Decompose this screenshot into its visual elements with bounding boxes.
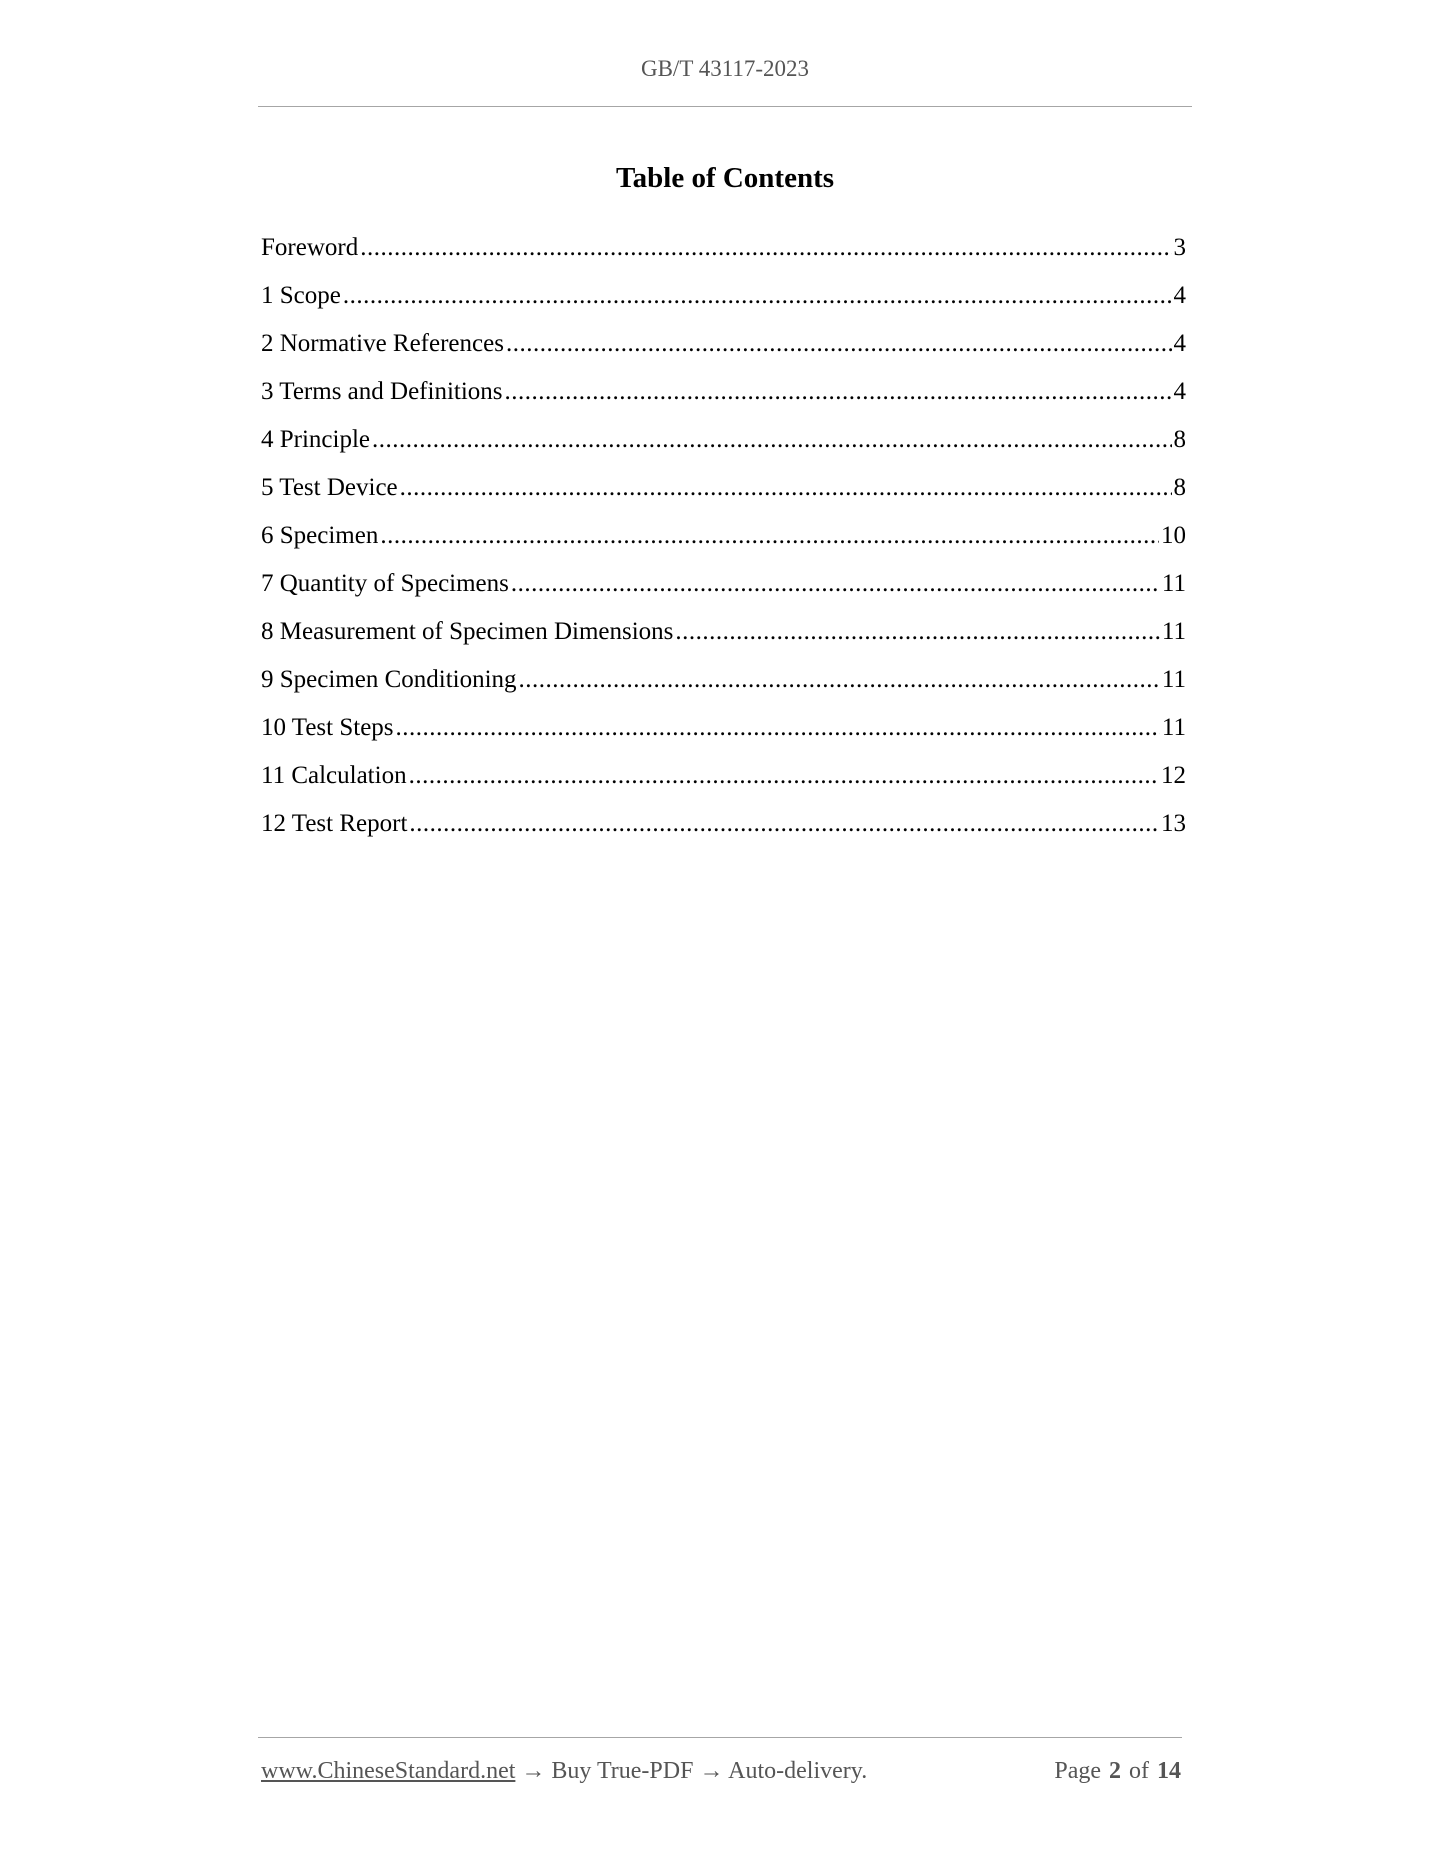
toc-entry-label: 1 Scope xyxy=(261,282,341,309)
toc-dot-leader xyxy=(400,468,1172,508)
toc-entry-principle[interactable] xyxy=(261,420,1186,468)
toc-dot-leader xyxy=(519,660,1160,700)
toc-entry-test-report[interactable] xyxy=(261,804,1186,852)
toc-entry-measurement-of-specimen-dimensions[interactable] xyxy=(261,612,1186,660)
toc-entry-label: 11 Calculation xyxy=(261,762,407,789)
toc-dot-leader xyxy=(396,708,1160,748)
toc-dot-leader xyxy=(343,276,1172,316)
toc-entry-label: 12 Test Report xyxy=(261,810,408,837)
toc-entry-label: Foreword xyxy=(261,234,359,261)
toc-dot-leader xyxy=(360,228,1171,268)
toc-entry-label: 6 Specimen xyxy=(261,522,379,549)
toc-dot-leader xyxy=(380,516,1159,556)
page-number xyxy=(1054,1758,1181,1785)
running-header: GB/T 43117-2023 xyxy=(640,56,810,81)
toc-entry-label: 4 Principle xyxy=(261,426,371,453)
toc-entry-page: 8 xyxy=(1173,426,1186,453)
toc-title: Table of Contents xyxy=(615,162,835,194)
toc-entry-quantity-of-specimens[interactable] xyxy=(261,564,1186,612)
page-total: 14 xyxy=(1157,1758,1181,1784)
arrow-right-icon: → xyxy=(521,1758,546,1784)
footer-delivery-text: Auto-delivery. xyxy=(728,1758,868,1784)
toc-entry-label: 8 Measurement of Specimen Dimensions xyxy=(261,618,674,645)
toc-entry-normative-references[interactable] xyxy=(261,324,1186,372)
toc-dot-leader xyxy=(505,372,1172,412)
toc-entry-label: 3 Terms and Definitions xyxy=(261,378,503,405)
toc-entry-page: 4 xyxy=(1173,330,1186,357)
toc-entry-scope[interactable] xyxy=(261,276,1186,324)
toc-entry-specimen-conditioning[interactable] xyxy=(261,660,1186,708)
toc-entry-page: 11 xyxy=(1161,666,1186,693)
toc-list xyxy=(261,228,1186,852)
toc-entry-page: 11 xyxy=(1161,570,1186,597)
toc-entry-page: 11 xyxy=(1161,618,1186,645)
toc-dot-leader xyxy=(372,420,1171,460)
arrow-right-icon: → xyxy=(699,1758,724,1784)
toc-entry-page: 4 xyxy=(1173,282,1186,309)
toc-dot-leader xyxy=(409,756,1159,796)
toc-entry-label: 7 Quantity of Specimens xyxy=(261,570,509,597)
header-divider xyxy=(258,106,1192,107)
toc-entry-foreword[interactable] xyxy=(261,228,1186,276)
toc-dot-leader xyxy=(409,804,1159,844)
toc-entry-specimen[interactable] xyxy=(261,516,1186,564)
toc-entry-page: 11 xyxy=(1161,714,1186,741)
footer-buy-text: Buy True-PDF xyxy=(551,1758,694,1784)
toc-entry-page: 8 xyxy=(1173,474,1186,501)
of-word: of xyxy=(1129,1758,1149,1784)
footer-divider xyxy=(258,1737,1182,1738)
toc-entry-label: 9 Specimen Conditioning xyxy=(261,666,517,693)
page-word: Page xyxy=(1054,1758,1101,1784)
toc-entry-page: 13 xyxy=(1161,810,1186,837)
toc-entry-page: 4 xyxy=(1173,378,1186,405)
toc-entry-label: 5 Test Device xyxy=(261,474,398,501)
toc-entry-test-device[interactable] xyxy=(261,468,1186,516)
footer-site-link[interactable]: www.ChineseStandard.net xyxy=(261,1758,516,1784)
toc-entry-calculation[interactable] xyxy=(261,756,1186,804)
page-current: 2 xyxy=(1109,1758,1121,1784)
toc-entry-terms-and-definitions[interactable] xyxy=(261,372,1186,420)
toc-dot-leader xyxy=(511,564,1160,604)
toc-entry-page: 10 xyxy=(1161,522,1186,549)
toc-entry-test-steps[interactable] xyxy=(261,708,1186,756)
toc-entry-label: 2 Normative References xyxy=(261,330,504,357)
toc-entry-page: 12 xyxy=(1161,762,1186,789)
footer-promo xyxy=(261,1758,867,1785)
toc-entry-page: 3 xyxy=(1173,234,1186,261)
toc-dot-leader xyxy=(675,612,1160,652)
toc-entry-label: 10 Test Steps xyxy=(261,714,394,741)
toc-dot-leader xyxy=(506,324,1172,364)
